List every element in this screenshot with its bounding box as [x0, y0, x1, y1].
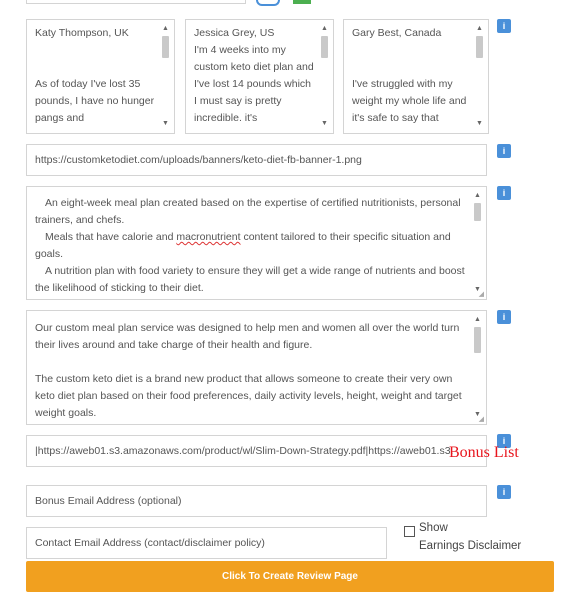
resize-grip-icon[interactable]: ◢ [478, 291, 484, 298]
info-icon[interactable]: i [497, 186, 511, 200]
feature-line [35, 229, 468, 263]
features-textarea[interactable] [26, 186, 487, 300]
scroll-up-icon[interactable]: ▲ [476, 25, 483, 32]
scroll-thumb[interactable] [474, 203, 481, 221]
scrollbar[interactable] [472, 315, 483, 420]
testimonial-box-3[interactable] [343, 19, 489, 134]
testimonial-name: Gary Best, Canada [352, 27, 442, 39]
scroll-up-icon[interactable]: ▲ [474, 316, 481, 323]
misspelled-word[interactable]: macronutrient [176, 231, 241, 243]
checkbox-label-line: Show [419, 522, 448, 534]
testimonial-box-1[interactable] [26, 19, 175, 134]
description-textarea[interactable] [26, 310, 487, 425]
testimonial-box-2[interactable] [185, 19, 334, 134]
scroll-down-icon[interactable]: ▼ [474, 286, 481, 293]
scroll-up-icon[interactable]: ▲ [474, 192, 481, 199]
testimonial-text: I'm 4 weeks into my custom keto diet plan and I've lost 14 pounds which I must say is pretty incredible. it's [194, 44, 314, 124]
scroll-up-icon[interactable]: ▲ [162, 25, 169, 32]
testimonial-text: I've struggled with my weight my whole life and it's safe to say that [352, 78, 467, 124]
scrollbar[interactable] [160, 24, 171, 129]
bonus-urls-input[interactable]: |https://aweb01.s3.amazonaws.com/product/wl/Slim-Down-Strategy.pdf|https://aweb01.s3. [26, 435, 487, 467]
scroll-down-icon[interactable]: ▼ [476, 120, 483, 127]
resize-grip-icon[interactable]: ◢ [478, 416, 484, 423]
testimonial-text: As of today I've lost 35 pounds, I have no hunger pangs and [35, 78, 155, 124]
feature-line: An eight-week meal plan created based on the expertise of certified nutritionists, personal trainers, and chefs. [35, 197, 461, 226]
info-icon[interactable]: i [497, 144, 511, 158]
scrollbar[interactable] [319, 24, 330, 129]
scroll-thumb[interactable] [476, 36, 483, 58]
cropped-green-icon [293, 0, 311, 4]
scrollbar[interactable] [474, 24, 485, 129]
cropped-field-top [26, 0, 246, 4]
info-icon[interactable]: i [497, 434, 511, 448]
scroll-down-icon[interactable]: ▼ [321, 120, 328, 127]
cropped-round-icon [256, 0, 280, 6]
earnings-disclaimer-label[interactable] [419, 519, 539, 555]
info-icon[interactable]: i [497, 19, 511, 33]
feature-text: content tailored to their specific situation and goals. [35, 231, 451, 260]
feature-text: Meals that have calorie and [45, 231, 177, 243]
description-paragraph: The custom keto diet is a brand new product that allows someone to create their very own keto diet plan based on their food preferences, daily activity levels, height, weight and target weight goals. [35, 373, 462, 419]
banner-url-input[interactable]: https://customketodiet.com/uploads/banners/keto-diet-fb-banner-1.png [26, 144, 487, 176]
contact-email-input[interactable]: Contact Email Address (contact/disclaimer policy) [26, 527, 387, 559]
scrollbar[interactable] [472, 191, 483, 295]
checkbox-label-line: Earnings Disclaimer [419, 540, 522, 552]
scroll-down-icon[interactable]: ▼ [474, 411, 481, 418]
info-icon[interactable]: i [497, 310, 511, 324]
bonus-email-input[interactable]: Bonus Email Address (optional) [26, 485, 487, 517]
scroll-thumb[interactable] [474, 327, 481, 353]
info-icon[interactable]: i [497, 485, 511, 499]
scroll-down-icon[interactable]: ▼ [162, 120, 169, 127]
scroll-thumb[interactable] [162, 36, 169, 58]
create-review-page-button[interactable]: Click To Create Review Page [26, 561, 554, 592]
earnings-disclaimer-checkbox[interactable] [404, 526, 415, 537]
testimonial-name: Jessica Grey, US [194, 27, 275, 39]
bonus-list-label: Bonus List [449, 444, 519, 461]
feature-line: A nutrition plan with food variety to ensure they will get a wide range of nutrients and boost the likelihood of sticking to their diet. [35, 265, 465, 294]
testimonial-name: Katy Thompson, UK [35, 27, 129, 39]
scroll-up-icon[interactable]: ▲ [321, 25, 328, 32]
description-paragraph: Our custom meal plan service was designed to help men and women all over the world turn their lives around and take charge of their health and figure. [35, 322, 460, 351]
scroll-thumb[interactable] [321, 36, 328, 58]
